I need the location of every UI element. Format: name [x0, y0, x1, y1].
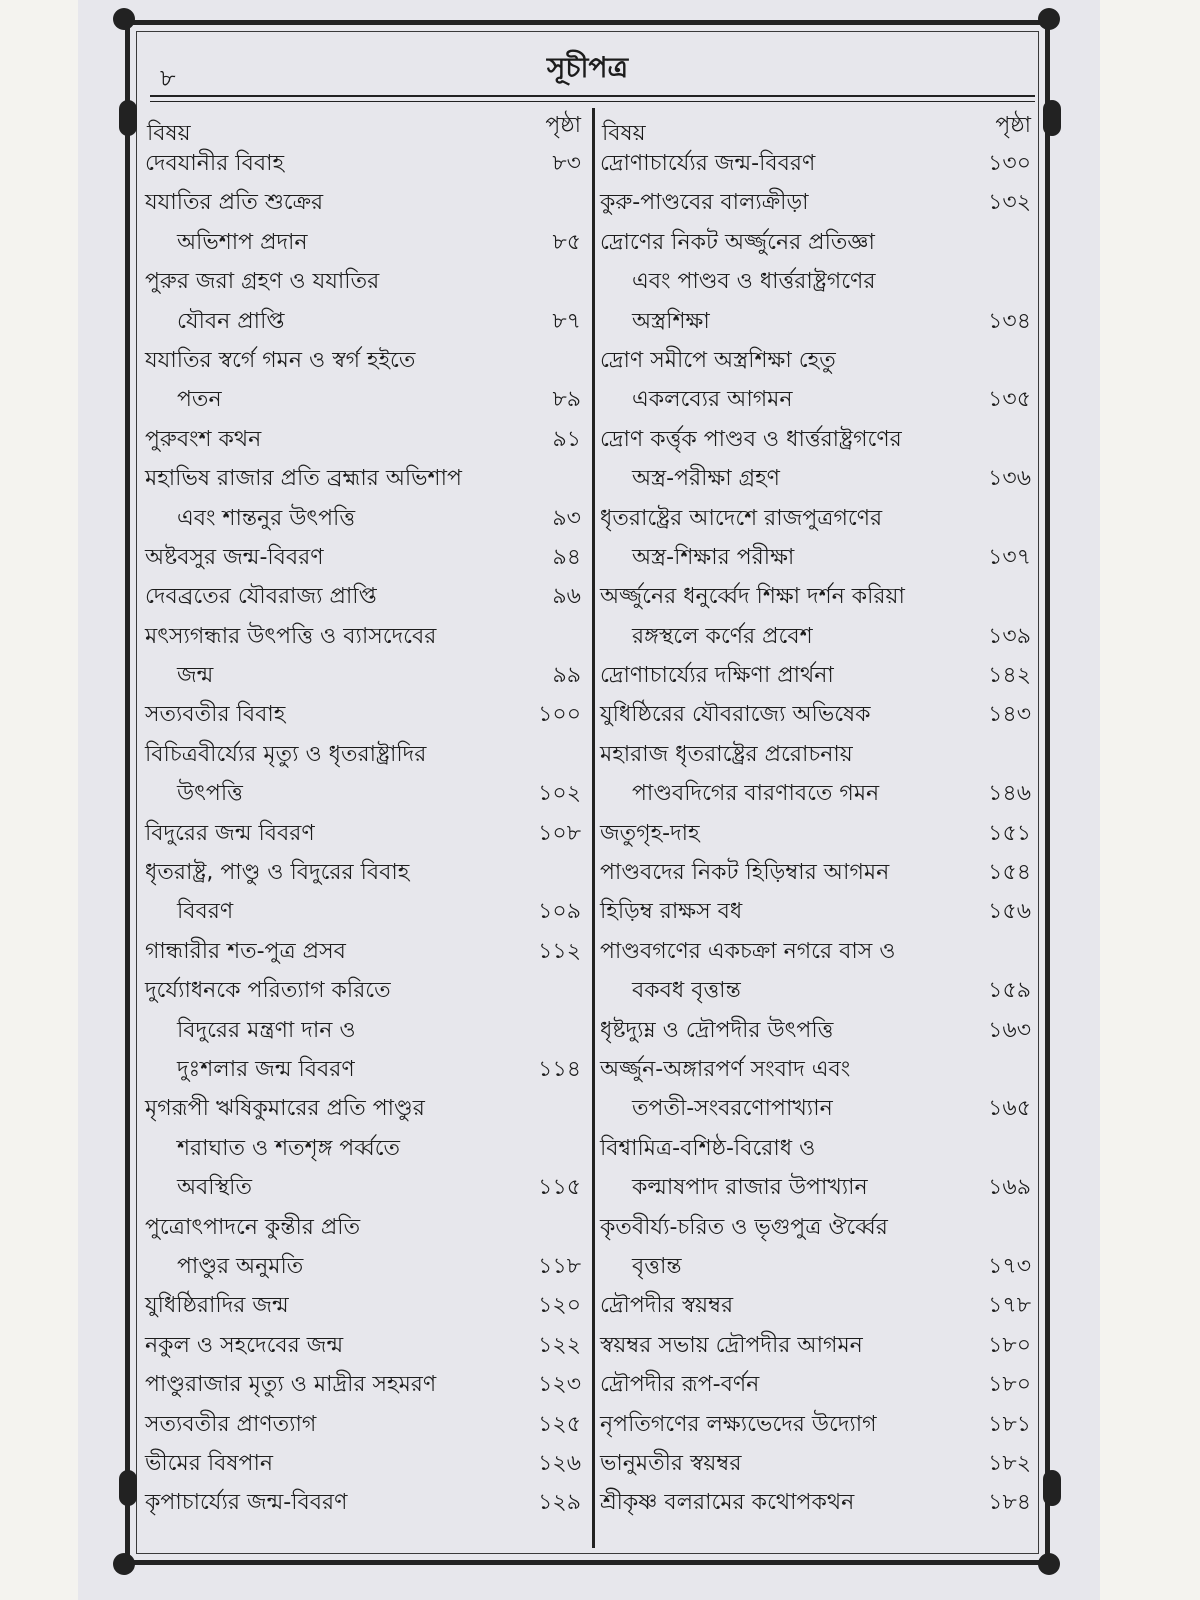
contents-entry — [145, 1405, 585, 1444]
entry-title-text: কৃপাচার্য্যের জন্ম-বিবরণ — [145, 1490, 348, 1516]
contents-entry — [600, 695, 1035, 734]
entry-title-text: ধৃষ্টদ্যুম্ন ও দ্রৌপদীর উৎপত্তি — [600, 1017, 834, 1043]
entry-title-text: নৃপতিগণের লক্ষ্যভেদের উদ্যোগ — [600, 1411, 877, 1437]
entry-title-line — [600, 144, 1035, 183]
page-heading: পৃষ্ঠা — [545, 113, 581, 138]
entry-page-number: ১৬৯ — [988, 1175, 1031, 1201]
entry-title-text: জন্ম — [177, 663, 214, 689]
entry-title-line — [145, 1483, 585, 1522]
entry-title-line: ধৃতরাষ্ট্র, পাণ্ডু ও বিদুরের বিবাহ — [145, 860, 410, 886]
entry-title-line: পাণ্ডবগণের একচক্রা নগরে বাস ও — [600, 938, 896, 964]
entry-title-text: দেবব্রতের যৌবরাজ্য প্রাপ্তি — [145, 584, 377, 610]
entry-title-line — [600, 1444, 1035, 1483]
contents-entry — [600, 735, 1035, 814]
entry-page-number: ৯৬ — [552, 584, 581, 610]
corner-ornament — [1038, 8, 1060, 30]
entry-title-line — [600, 1483, 1035, 1522]
entry-title-line — [600, 695, 1035, 734]
entry-title-text: উৎপত্তি — [177, 781, 243, 807]
contents-entry — [145, 814, 585, 853]
entry-page-number: ১৪৬ — [988, 781, 1031, 807]
entry-page-number: ১৩০ — [988, 151, 1031, 176]
entry-title-line — [145, 774, 585, 813]
entry-title-line: কৃতবীর্য্য-চরিত ও ভৃগুপুত্র ঔর্ব্বের — [600, 1214, 888, 1240]
entry-page-number: ১৫৬ — [988, 899, 1031, 925]
contents-entry — [600, 183, 1035, 222]
entry-title-line — [145, 380, 585, 419]
entry-page-number: ১২৩ — [538, 1372, 581, 1398]
entry-title-line — [145, 144, 585, 183]
entry-title-line: ধৃতরাষ্ট্রের আদেশে রাজপুত্রগণের — [600, 505, 883, 531]
entry-title-line — [600, 1286, 1035, 1325]
entry-page-number: ১৮৪ — [988, 1490, 1031, 1516]
contents-entry — [600, 656, 1035, 695]
entry-title-text: যুধিষ্ঠিরের যৌবরাজ্যে অভিষেক — [600, 702, 871, 728]
entry-title-line: শরাঘাত ও শতশৃঙ্গ পর্ব্বতে — [177, 1135, 401, 1161]
page-title: সূচীপত্র — [546, 51, 629, 84]
column-divider — [592, 108, 595, 1548]
entry-title-line — [600, 1011, 1035, 1050]
entry-title-line: দ্রোণ সমীপে অস্ত্রশিক্ষা হেতু — [600, 347, 836, 373]
entry-title-line — [145, 1405, 585, 1444]
border-knot — [119, 100, 137, 136]
contents-entry — [600, 853, 1035, 892]
entry-title-line — [145, 1286, 585, 1325]
contents-entry — [600, 1208, 1035, 1287]
contents-entry — [145, 695, 585, 734]
entry-page-number: ১৬৩ — [988, 1017, 1031, 1043]
entry-title-line — [600, 1405, 1035, 1444]
border-knot — [1043, 100, 1061, 136]
contents-entry — [600, 223, 1035, 341]
contents-entry — [145, 1365, 585, 1404]
entry-title-text: যৌবন প্রাপ্তি — [177, 308, 285, 334]
entry-title-text: পাণ্ডবদের নিকট হিড়িম্বার আগমন — [600, 860, 890, 886]
contents-entry — [145, 853, 585, 932]
entry-title-text: রঙ্গস্থলে কর্ণের প্রবেশ — [632, 623, 813, 649]
entry-title-line — [145, 932, 585, 971]
entry-page-number: ৯৩ — [552, 505, 581, 531]
contents-entry — [600, 932, 1035, 1011]
entry-page-number: ১২৯ — [538, 1490, 581, 1516]
contents-entry — [145, 420, 585, 459]
corner-ornament — [1038, 1553, 1060, 1575]
entry-title-text: পাণ্ডুর অনুমতি — [177, 1253, 304, 1279]
contents-entry — [145, 1326, 585, 1365]
entry-title-line: মৎস্যগন্ধার উৎপত্তি ও ব্যাসদেবের — [145, 623, 437, 649]
entry-page-number: ১৫১ — [988, 820, 1031, 846]
page-heading: পৃষ্ঠা — [995, 113, 1031, 138]
entry-page-number: ১২০ — [538, 1293, 581, 1319]
entry-page-number: ১৬৫ — [988, 1096, 1031, 1122]
entry-page-number: ৮৫ — [552, 229, 581, 255]
entry-title-text: পতন — [177, 387, 222, 413]
entry-title-line: মহারাজ ধৃতরাষ্ট্রের প্ররোচনায় — [600, 741, 853, 767]
page-number: ৮ — [160, 64, 176, 92]
entry-title-line — [600, 1247, 1035, 1286]
contents-entry — [145, 144, 585, 183]
entry-page-number: ১১৫ — [538, 1175, 581, 1201]
entry-page-number: ১৮১ — [988, 1411, 1031, 1437]
entry-title-text: বিবরণ — [177, 899, 234, 925]
entry-page-number: ১৩২ — [988, 190, 1031, 216]
entry-page-number: ১৩৪ — [988, 308, 1031, 334]
contents-entry — [145, 577, 585, 616]
entry-title-line — [600, 971, 1035, 1010]
entry-page-number: ১৪২ — [988, 663, 1031, 689]
entry-title-line: অর্জ্জুন-অঙ্গারপর্ণ সংবাদ এবং — [600, 1056, 851, 1082]
entry-page-number: ৯৯ — [552, 663, 581, 689]
contents-entry — [600, 499, 1035, 578]
entry-title-line: দ্রোণ কর্ত্তৃক পাণ্ডব ও ধার্ত্তরাষ্ট্রগণের — [600, 426, 902, 452]
entry-title-line — [600, 656, 1035, 695]
entry-title-line — [145, 538, 585, 577]
entry-title-text: অস্ত্র-পরীক্ষা গ্রহণ — [632, 466, 780, 492]
contents-entry — [600, 420, 1035, 499]
contents-entry — [600, 1011, 1035, 1050]
contents-entry — [600, 814, 1035, 853]
entry-title-line — [145, 302, 585, 341]
entry-page-number: ১০৯ — [538, 899, 581, 925]
contents-entry — [145, 1208, 585, 1287]
contents-entry — [145, 735, 585, 814]
entry-title-text: সত্যবতীর বিবাহ — [145, 702, 286, 728]
entry-page-number: ১৫৪ — [988, 860, 1031, 886]
entry-page-number: ১৪৩ — [988, 702, 1031, 728]
entry-title-text: বিদুরের জন্ম বিবরণ — [145, 820, 315, 846]
entry-title-line — [600, 853, 1035, 892]
entry-title-line — [600, 814, 1035, 853]
entry-title-line — [145, 223, 585, 262]
entry-title-line — [600, 1326, 1035, 1365]
entry-title-text: বৃত্তান্ত — [632, 1253, 682, 1279]
entry-title-text: কল্মাষপাদ রাজার উপাখ্যান — [632, 1175, 868, 1201]
entry-page-number: ১০০ — [538, 702, 581, 728]
corner-ornament — [113, 1553, 135, 1575]
contents-entry — [600, 577, 1035, 656]
entry-title-line — [145, 499, 585, 538]
contents-entry — [600, 892, 1035, 931]
contents-entry — [600, 1326, 1035, 1365]
contents-entry — [600, 1129, 1035, 1208]
entry-page-number: ৮৭ — [552, 308, 581, 334]
contents-entry — [145, 1286, 585, 1325]
entry-title-line — [600, 459, 1035, 498]
entry-title-line — [600, 774, 1035, 813]
contents-entry — [145, 932, 585, 971]
entry-title-text: নকুল ও সহদেবের জন্ম — [145, 1332, 344, 1358]
entry-page-number: ১১৪ — [538, 1056, 581, 1082]
entry-page-number: ১২৬ — [538, 1450, 581, 1476]
entry-page-number: ৯৪ — [552, 544, 581, 570]
column-header — [600, 108, 1035, 144]
contents-entry — [600, 1365, 1035, 1404]
entry-title-line — [600, 892, 1035, 931]
entry-title-line: বিশ্বামিত্র-বশিষ্ঠ-বিরোধ ও — [600, 1135, 816, 1161]
entry-page-number: ১২৫ — [538, 1411, 581, 1437]
entry-title-line — [145, 577, 585, 616]
border-knot — [1043, 1470, 1061, 1506]
entry-title-line — [145, 1168, 585, 1207]
entry-title-text: শ্রীকৃষ্ণ বলরামের কথোপকথন — [600, 1490, 855, 1516]
entry-page-number: ১৩৬ — [988, 466, 1031, 492]
contents-entry — [145, 262, 585, 341]
header-rule — [150, 95, 1035, 97]
entry-title-line — [600, 617, 1035, 656]
entry-title-text: দ্রোণাচার্য্যের জন্ম-বিবরণ — [600, 151, 816, 176]
entry-page-number: ১৩৫ — [988, 387, 1031, 413]
entry-title-line: দুর্য্যোধনকে পরিত্যাগ করিতে — [145, 978, 391, 1004]
entry-title-line: যযাতির স্বর্গে গমন ও স্বর্গ হইতে — [145, 347, 416, 373]
entry-title-text: যুধিষ্ঠিরাদির জন্ম — [145, 1293, 289, 1319]
entry-title-text: দুঃশলার জন্ম বিবরণ — [177, 1056, 355, 1082]
entry-title-text: গান্ধারীর শত-পুত্র প্রসব — [145, 938, 346, 964]
corner-ornament — [113, 8, 135, 30]
contents-column-left — [145, 108, 585, 1523]
entry-title-line — [145, 1326, 585, 1365]
contents-entry — [600, 1050, 1035, 1129]
entry-title-line — [145, 1365, 585, 1404]
entry-title-line: মহাভিষ রাজার প্রতি ব্রহ্মার অভিশাপ — [145, 466, 462, 492]
contents-entry — [145, 1089, 585, 1207]
entry-page-number: ১৭৮ — [988, 1293, 1031, 1319]
entry-title-text: অস্ত্রশিক্ষা — [632, 308, 710, 334]
contents-column-right — [600, 108, 1035, 1523]
entry-page-number: ১৭৩ — [988, 1253, 1031, 1279]
entry-title-line — [145, 892, 585, 931]
entry-title-line — [600, 183, 1035, 222]
entry-title-text: দ্রৌপদীর রূপ-বর্ণন — [600, 1372, 760, 1398]
entry-title-text: জতুগৃহ-দাহ — [600, 820, 700, 846]
contents-entry — [145, 183, 585, 262]
contents-entry — [145, 1483, 585, 1522]
contents-entry — [145, 459, 585, 538]
entry-title-line — [600, 538, 1035, 577]
entry-title-text: একলব্যের আগমন — [632, 387, 793, 413]
entry-title-line: দ্রোণের নিকট অর্জ্জুনের প্রতিজ্ঞা — [600, 229, 875, 255]
entry-title-line — [600, 1365, 1035, 1404]
entry-title-line — [145, 1247, 585, 1286]
entry-title-line — [145, 1050, 585, 1089]
entry-page-number: ১২২ — [538, 1332, 581, 1358]
entry-title-text: স্বয়ম্বর সভায় দ্রৌপদীর আগমন — [600, 1332, 863, 1358]
entry-title-text: দ্রৌপদীর স্বয়ম্বর — [600, 1293, 734, 1319]
entry-title-line: বিচিত্রবীর্য্যের মৃত্যু ও ধৃতরাষ্ট্রাদির — [145, 741, 427, 767]
entry-page-number: ৮৩ — [552, 151, 581, 176]
entry-title-text: ভীমের বিষপান — [145, 1450, 273, 1476]
entry-title-text: অভিশাপ প্রদান — [177, 229, 308, 255]
entry-title-line — [600, 1168, 1035, 1207]
contents-entry — [600, 341, 1035, 420]
entry-title-line: পুত্রোৎপাদনে কুন্তীর প্রতি — [145, 1214, 361, 1240]
entry-title-text: কুরু-পাণ্ডবের বাল্যক্রীড়া — [600, 190, 809, 216]
entry-title-text: অষ্টবসুর জন্ম-বিবরণ — [145, 544, 324, 570]
header-rule-thin — [150, 101, 1035, 102]
entry-title-text: অস্ত্র-শিক্ষার পরীক্ষা — [632, 544, 795, 570]
contents-entry — [145, 538, 585, 577]
entry-title-text: বকবধ বৃত্তান্ত — [632, 978, 741, 1004]
entry-page-number: ৮৯ — [552, 387, 581, 413]
contents-table — [145, 108, 1035, 1548]
entry-title-line: এবং পাণ্ডব ও ধার্ত্তরাষ্ট্রগণের — [632, 269, 876, 295]
entry-title-line: বিদুরের মন্ত্রণা দান ও — [177, 1017, 356, 1043]
entry-page-number: ১১২ — [538, 938, 581, 964]
entry-page-number: ১৮০ — [988, 1372, 1031, 1398]
subject-heading: বিষয় — [147, 121, 191, 146]
contents-entry — [600, 1444, 1035, 1483]
contents-entry — [600, 1286, 1035, 1325]
entry-title-line: অর্জ্জুনের ধনুর্ব্বেদ শিক্ষা দর্শন করিয়া — [600, 584, 905, 610]
entry-page-number: ১৩৯ — [988, 623, 1031, 649]
column-header — [145, 108, 585, 144]
entry-page-number: ১৫৯ — [988, 978, 1031, 1004]
entry-title-line: পুরুর জরা গ্রহণ ও যযাতির — [145, 269, 380, 295]
subject-heading: বিষয় — [602, 121, 646, 146]
contents-entry — [600, 1483, 1035, 1522]
contents-entry — [600, 144, 1035, 183]
entry-title-text: ভানুমতীর স্বয়ম্বর — [600, 1450, 742, 1476]
entry-page-number: ৯১ — [552, 426, 581, 452]
contents-entry — [145, 341, 585, 420]
entry-page-number: ১০২ — [538, 781, 581, 807]
page-header — [145, 40, 1030, 90]
contents-entry — [145, 617, 585, 696]
entry-title-text: পাণ্ডবদিগের বারণাবতে গমন — [632, 781, 880, 807]
entry-title-text: হিড়িম্ব রাক্ষস বধ — [600, 899, 743, 925]
entry-title-line — [145, 420, 585, 459]
entry-title-text: পুরুবংশ কথন — [145, 426, 262, 452]
contents-entry — [600, 1405, 1035, 1444]
entry-title-line: যযাতির প্রতি শুক্রের — [145, 190, 324, 216]
entry-title-line: মৃগরূপী ঋষিকুমারের প্রতি পাণ্ডুর — [145, 1096, 425, 1122]
entry-title-line — [600, 302, 1035, 341]
entry-page-number: ১০৮ — [538, 820, 581, 846]
entry-title-line — [600, 1089, 1035, 1128]
entry-title-line — [145, 1444, 585, 1483]
entry-page-number: ১৮০ — [988, 1332, 1031, 1358]
entry-title-text: পাণ্ডুরাজার মৃত্যু ও মাদ্রীর সহমরণ — [145, 1372, 437, 1398]
entry-title-line — [145, 656, 585, 695]
entry-title-line — [145, 814, 585, 853]
entry-title-text: দেবযানীর বিবাহ — [145, 151, 285, 176]
entry-title-text: অবস্থিতি — [177, 1175, 252, 1201]
entry-title-line — [145, 695, 585, 734]
entry-title-text: এবং শান্তনুর উৎপত্তি — [177, 505, 356, 531]
entry-title-text: দ্রোণাচার্য্যের দক্ষিণা প্রার্থনা — [600, 663, 834, 689]
entry-page-number: ১১৮ — [538, 1253, 581, 1279]
entry-page-number: ১৮২ — [988, 1450, 1031, 1476]
entry-title-line — [600, 380, 1035, 419]
border-knot — [119, 1470, 137, 1506]
entry-title-text: সত্যবতীর প্রাণত্যাগ — [145, 1411, 317, 1437]
entry-page-number: ১৩৭ — [988, 544, 1031, 570]
contents-entry — [145, 971, 585, 1089]
contents-entry — [145, 1444, 585, 1483]
entry-title-text: তপতী-সংবরণোপাখ্যান — [632, 1096, 833, 1122]
